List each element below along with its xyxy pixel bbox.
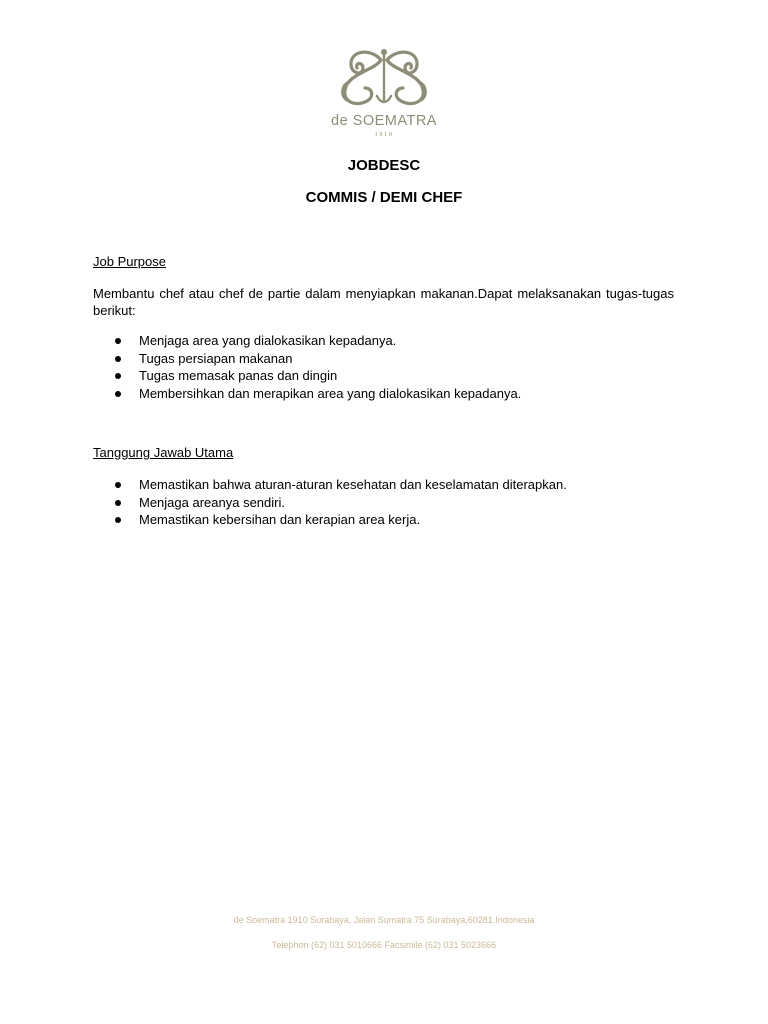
bullet-icon (115, 391, 121, 397)
list-item-text: Memastikan kebersihan dan kerapian area kerja. (139, 512, 421, 528)
job-purpose-heading: Job Purpose (93, 254, 166, 269)
list-item-text: Tugas persiapan makanan (139, 350, 293, 366)
list-item (93, 511, 567, 529)
responsibilities-heading: Tanggung Jawab Utama (93, 445, 234, 460)
list-item-text: Tugas memasak panas dan dingin (139, 368, 338, 384)
footer-address: de Soematra 1910 Surabaya, Jalan Sumatra 75 Surabaya,60281,Indonesia (233, 915, 535, 925)
logo-year: 1910 (374, 131, 394, 138)
job-purpose-paragraph: Membantu chef atau chef de partie dalam menyiapkan makanan.Dapat melaksanakan tugas-tugas berikut: (93, 286, 674, 318)
list-item-text: Membersihkan dan merapikan area yang dialokasikan kepadanya. (139, 386, 522, 402)
list-item (93, 332, 521, 350)
logo-emblem (343, 52, 426, 103)
bullet-icon (115, 500, 121, 506)
list-item (93, 494, 567, 512)
job-purpose-list (93, 332, 521, 403)
list-item-text: Menjaga area yang dialokasikan kepadanya. (139, 333, 397, 348)
position-title: COMMIS / DEMI CHEF (305, 189, 463, 206)
footer-contact: Telephon (62) 031 5010666 Facsimile (62) 031 5023666 (271, 940, 497, 950)
responsibilities-list (93, 476, 567, 529)
list-item (93, 367, 521, 385)
swan-crest-icon (313, 44, 455, 140)
list-item (93, 350, 521, 368)
logo-wordmark: de SOEMATRA (331, 113, 437, 129)
list-item (93, 476, 567, 494)
bullet-icon (115, 482, 121, 488)
company-logo (313, 44, 455, 140)
bullet-icon (115, 517, 121, 523)
bullet-icon (115, 356, 121, 362)
list-item-text: Memastikan bahwa aturan-aturan kesehatan dan keselamatan diterapkan. (139, 477, 567, 492)
list-item-text: Menjaga areanya sendiri. (139, 494, 285, 510)
bullet-icon (115, 338, 121, 344)
list-item (93, 385, 521, 403)
bullet-icon (115, 373, 121, 379)
document-title: JOBDESC (347, 157, 421, 174)
